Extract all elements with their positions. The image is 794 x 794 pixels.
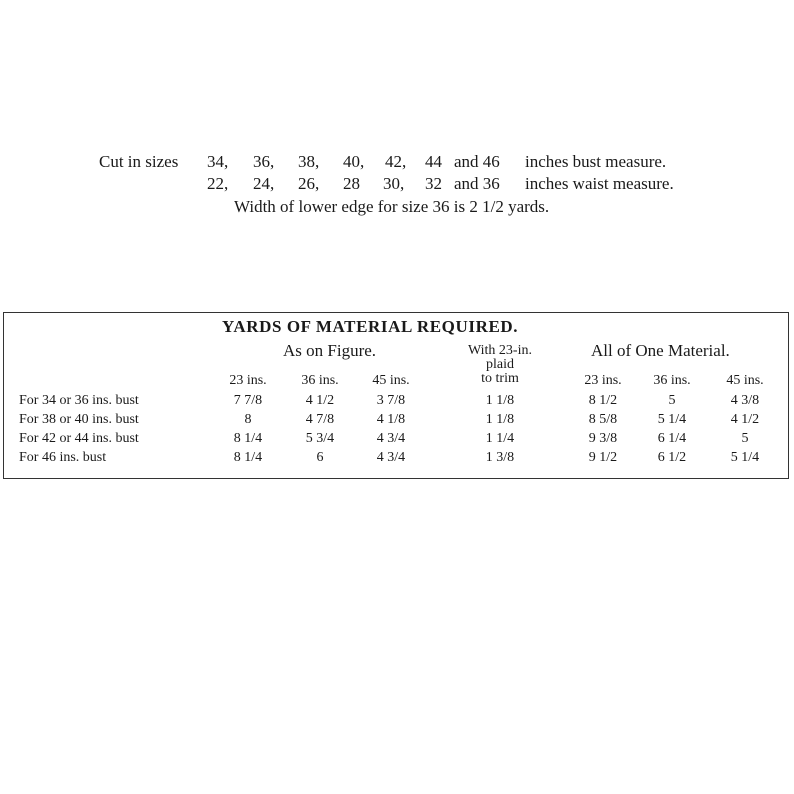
column-header: 36 ins. xyxy=(653,373,691,388)
waist-size: 32 xyxy=(425,174,442,193)
bust-size: 38, xyxy=(298,152,320,171)
table-cell: 9 3/8 xyxy=(588,431,618,446)
column-header: 23 ins. xyxy=(584,373,622,388)
group-header-as-on-figure: As on Figure. xyxy=(283,341,377,360)
table-cell: 6 1/2 xyxy=(657,450,687,465)
table-cell: 1 1/4 xyxy=(485,431,515,446)
plaid-header-line: With 23-in. xyxy=(468,343,532,358)
table-cell: 5 xyxy=(741,431,749,446)
waist-size: 26, xyxy=(298,174,320,193)
waist-size: 30, xyxy=(383,174,405,193)
waist-unit: inches waist measure. xyxy=(525,174,674,193)
bust-size: 44 xyxy=(425,152,442,171)
group-header-plaid xyxy=(440,344,560,386)
table-cell: 3 7/8 xyxy=(376,393,406,408)
bust-sizes-row xyxy=(0,152,794,174)
table-cell: 7 7/8 xyxy=(233,393,263,408)
table-cell: 4 1/8 xyxy=(376,412,406,427)
table-cell: 5 1/4 xyxy=(657,412,687,427)
column-header: 36 ins. xyxy=(301,373,339,388)
width-note: Width of lower edge for size 36 is 2 1/2 yards. xyxy=(234,197,550,216)
table-cell: 8 5/8 xyxy=(588,412,618,427)
waist-size: 28 xyxy=(343,174,360,193)
bust-size: 36, xyxy=(253,152,275,171)
table-cell: 1 3/8 xyxy=(485,450,515,465)
table-cell: 6 xyxy=(316,450,324,465)
bust-size: 34, xyxy=(207,152,229,171)
table-cell: 9 1/2 xyxy=(588,450,618,465)
table-cell: 4 7/8 xyxy=(305,412,335,427)
table-cell: 5 1/4 xyxy=(730,450,760,465)
table-title: YARDS OF MATERIAL REQUIRED. xyxy=(222,317,519,336)
waist-size: 22, xyxy=(207,174,229,193)
table-cell: 4 1/2 xyxy=(730,412,760,427)
waist-size: and 36 xyxy=(454,174,500,193)
bust-unit: inches bust measure. xyxy=(525,152,667,171)
table-cell: 5 3/4 xyxy=(305,431,335,446)
table-cell: 8 1/4 xyxy=(233,431,263,446)
table-cell: 8 1/2 xyxy=(588,393,618,408)
bust-size: 42, xyxy=(385,152,407,171)
table-cell: 4 3/8 xyxy=(730,393,760,408)
table-cell: 1 1/8 xyxy=(485,393,515,408)
table-cell: 1 1/8 xyxy=(485,412,515,427)
table-cell: 4 3/4 xyxy=(376,431,406,446)
table-cell: 5 xyxy=(668,393,676,408)
table-cell: 8 1/4 xyxy=(233,450,263,465)
table-cell: 8 xyxy=(244,412,252,427)
row-label: For 38 or 40 ins. bust xyxy=(19,412,139,427)
cut-in-sizes-label: Cut in sizes xyxy=(99,152,179,171)
table-cell: 4 1/2 xyxy=(305,393,335,408)
row-label: For 42 or 44 ins. bust xyxy=(19,431,139,446)
column-header: 23 ins. xyxy=(229,373,267,388)
yardage-table xyxy=(3,312,789,479)
row-label: For 46 ins. bust xyxy=(19,450,107,465)
plaid-header-line: plaid xyxy=(486,357,514,372)
table-cell: 6 1/4 xyxy=(657,431,687,446)
bust-size: 40, xyxy=(343,152,365,171)
table-cell: 4 3/4 xyxy=(376,450,406,465)
waist-size: 24, xyxy=(253,174,275,193)
waist-sizes-row xyxy=(0,174,794,196)
column-header: 45 ins. xyxy=(726,373,764,388)
bust-size: and 46 xyxy=(454,152,500,171)
row-label: For 34 or 36 ins. bust xyxy=(19,393,139,408)
group-header-all-one-material: All of One Material. xyxy=(591,341,730,360)
column-header: 45 ins. xyxy=(372,373,410,388)
plaid-header-line: to trim xyxy=(481,371,519,386)
